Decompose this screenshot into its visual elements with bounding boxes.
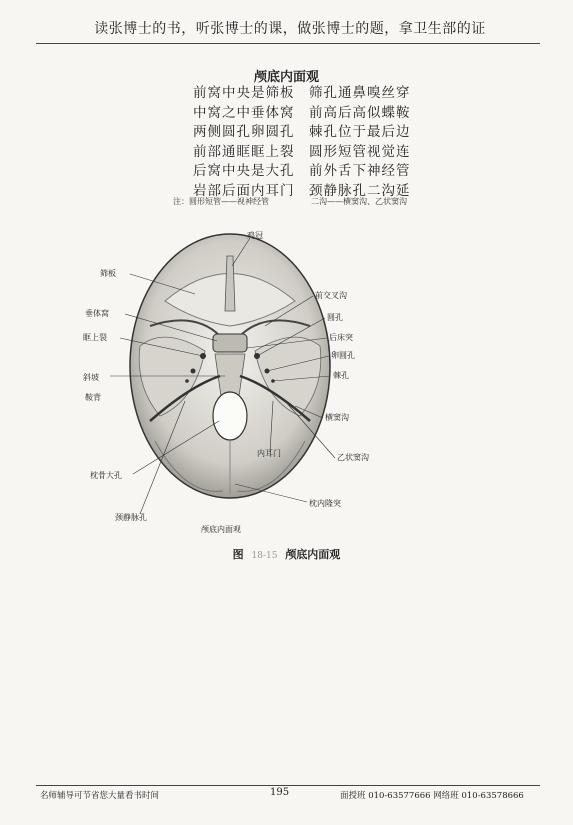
header-divider — [36, 43, 540, 44]
verse-line: 前窝中央是筛板 — [193, 85, 295, 101]
verse-line: 中窝之中垂体窝 — [193, 104, 295, 121]
label-internal-occipital-protuberance: 枕内隆突 — [309, 499, 341, 508]
note-right: 二沟——横窦沟、乙状窦沟 — [311, 197, 407, 206]
verse-line: 前外舌下神经管 — [309, 163, 411, 179]
label-optic-groove: 前交叉沟 — [315, 291, 347, 300]
skull-base-figure — [55, 226, 440, 536]
label-sella: 垂体窝 — [85, 309, 109, 318]
verse-line: 棘孔位于最后边 — [309, 124, 411, 140]
figure-caption — [0, 546, 573, 562]
label-superior-orbital-fissure: 眶上裂 — [83, 333, 107, 342]
label-figure-subcaption: 颅底内面观 — [201, 525, 241, 534]
verse-line: 岩部后面内耳门 — [193, 182, 295, 199]
label-internal-acoustic-meatus: 内耳门 — [257, 449, 281, 458]
verse-line: 颈静脉孔二沟延 — [309, 182, 411, 199]
verse-line: 筛孔通鼻嗅丝穿 — [309, 85, 411, 101]
label-foramen-ovale: 卵圆孔 — [331, 351, 355, 360]
footer-divider — [36, 785, 540, 786]
verse-left-column — [193, 84, 295, 201]
footer-slogan: 名师辅导可节省您大量看书时间 — [40, 791, 160, 801]
verse-line: 后窝中央是大孔 — [193, 163, 295, 179]
label-foramen-magnum: 枕骨大孔 — [90, 471, 122, 480]
verse-line: 前部通眶眶上裂 — [193, 143, 295, 160]
section-title: 颅底内面观 — [253, 70, 319, 85]
caption-number: 18-15 — [251, 551, 278, 561]
footer-contact: 面授班 010-63577666 网络班 010-63578666 — [340, 791, 524, 801]
label-clivus: 斜坡 — [83, 373, 99, 382]
label-foramen-spinosum: 棘孔 — [333, 371, 349, 380]
caption-prefix: 图 — [232, 548, 244, 561]
label-cribriform-plate: 筛板 — [100, 269, 116, 278]
label-jugular-foramen: 颈静脉孔 — [115, 513, 147, 522]
verse-line: 圆形短管视觉连 — [309, 143, 411, 160]
verse-line: 前高后高似蝶鞍 — [309, 104, 411, 121]
page-header: 读张博士的书，听张博士的课，做张博士的题，拿卫生部的证 — [94, 21, 486, 37]
label-crista-galli: 鸡冠 — [247, 231, 263, 240]
label-foramen-rotundum: 圆孔 — [327, 313, 343, 322]
page-number: 195 — [270, 787, 290, 798]
note-left: 注：圆形短管——视神经管 — [173, 197, 269, 206]
label-dorsum-sellae: 鞍背 — [85, 393, 101, 402]
verse-line: 两侧圆孔卵圆孔 — [193, 124, 295, 140]
label-sigmoid-sinus-groove: 乙状窦沟 — [337, 453, 369, 462]
label-transverse-sinus-groove: 横窦沟 — [325, 413, 349, 422]
caption-text: 颅底内面观 — [285, 548, 341, 561]
label-posterior-clinoid: 后床突 — [329, 333, 353, 342]
verse-right-column — [309, 84, 411, 201]
